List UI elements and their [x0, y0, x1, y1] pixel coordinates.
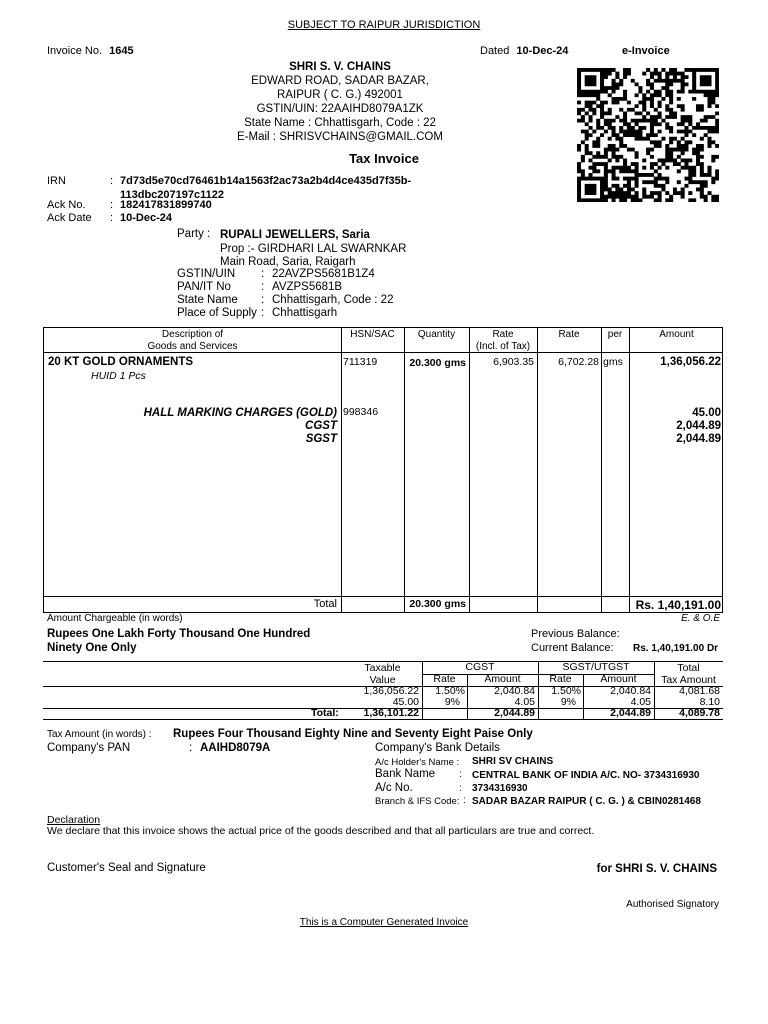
party-gstin-value: 22AVZPS5681B1Z4 [272, 268, 375, 280]
bank-branch-value: SADAR BAZAR RAIPUR ( C. G. ) & CBIN0281468 [472, 796, 701, 807]
party-pos-colon: : [261, 307, 265, 319]
party-pos-value: Chhattisgarh [272, 307, 338, 319]
party-pan-colon: : [261, 281, 265, 293]
tax-row1-sgst-rate: 1.50% [551, 685, 581, 697]
ack-no-label: Ack No. [47, 199, 86, 211]
bank-branch-colon: : [463, 795, 466, 806]
bank-name-label: Bank Name [375, 768, 436, 780]
sgst-label: SGST [305, 433, 337, 445]
eoe-note: E. & O.E [681, 613, 720, 624]
header-rate: Rate [558, 329, 580, 340]
bank-details-title: Company's Bank Details [375, 742, 500, 754]
irn-value [120, 175, 411, 202]
tax-row2-cgst-amount: 4.05 [514, 696, 535, 708]
total-quantity: 20.300 gms [409, 598, 466, 610]
computer-generated-note: This is a Computer Generated Invoice [299, 917, 469, 928]
party-state-value: Chhattisgarh, Code : 22 [272, 294, 394, 306]
customer-seal-label: Customer's Seal and Signature [47, 862, 206, 874]
tax-summary-table [43, 661, 723, 720]
irn-line2: 113dbc207197c1122 [120, 188, 224, 201]
item2-hsn: 998346 [343, 406, 379, 418]
cgst-amount: 2,044.89 [676, 420, 721, 432]
qr-code-icon [577, 68, 719, 202]
jurisdiction-note: SUBJECT TO RAIPUR JURISDICTION [287, 19, 481, 31]
tax-row1-cgst-rate: 1.50% [435, 685, 465, 697]
ack-date-value: 10-Dec-24 [120, 212, 172, 224]
tax-words-label: Tax Amount (in words) : [47, 729, 152, 740]
tax-header-cgst: CGST [465, 661, 495, 673]
invoice-date-value: 10-Dec-24 [516, 45, 569, 57]
party-pan-value: AVZPS5681B [272, 281, 343, 293]
item1-description: 20 KT GOLD ORNAMENTS [48, 356, 194, 368]
bank-branch-label: Branch & IFS Code: [375, 796, 460, 807]
for-company-label: for SHRI S. V. CHAINS [596, 863, 717, 875]
total-label: Total [313, 598, 337, 610]
declaration-text: We declare that this invoice shows the actual price of the goods described and that all particulars are true and correct. [47, 825, 595, 837]
ack-no-colon: : [110, 199, 114, 211]
item1-rate-incl: 6,903.35 [493, 356, 534, 368]
declaration-title: Declaration [47, 814, 101, 826]
tax-total-sgst: 2,044.89 [610, 707, 651, 719]
party-pos-label: Place of Supply [177, 307, 257, 319]
ack-no-value: 182417831899740 [120, 199, 212, 211]
cgst-label: CGST [305, 420, 337, 432]
header-quantity: Quantity [417, 329, 456, 340]
amount-words-line1: Rupees One Lakh Forty Thousand One Hundred [47, 628, 311, 640]
irn-line1: 7d73d5e70cd76461b14a1563f2ac73a2b4d4ce435d7f35b- [120, 175, 412, 187]
tax-row2-sgst-amount: 4.05 [630, 696, 651, 708]
previous-balance-label: Previous Balance: [531, 628, 620, 640]
bank-holder-label: A/c Holder's Name : [375, 757, 460, 768]
item1-quantity: 20.300 gms [409, 357, 466, 369]
amount-words-line2: Ninety One Only [47, 642, 137, 654]
company-address-line1: EDWARD ROAD, SADAR BAZAR, [251, 75, 429, 87]
current-balance-value: Rs. 1,40,191.00 Dr [633, 643, 719, 654]
amount-words-label: Amount Chargeable (in words) [47, 613, 183, 624]
company-name: SHRI S. V. CHAINS [289, 61, 391, 73]
tax-row2-sgst-rate: 9% [560, 696, 576, 708]
party-name: RUPALI JEWELLERS, Saria [220, 229, 370, 241]
company-pan-label: Company's PAN [47, 742, 131, 754]
tax-header-total: Total Tax Amount [661, 662, 716, 686]
qr-modules [577, 68, 719, 202]
party-label: Party : [177, 228, 211, 240]
item1-rate: 6,702.28 [558, 356, 599, 368]
tax-row2-value: 45.00 [392, 696, 419, 708]
ack-date-label: Ack Date [47, 212, 92, 224]
bank-holder-value: SHRI SV CHAINS [472, 756, 554, 767]
tax-total-label: Total: [311, 707, 339, 719]
invoice-number-label: Invoice No. [47, 45, 103, 57]
tax-total-amount: 4,089.78 [679, 707, 720, 719]
document-title: Tax Invoice [349, 151, 419, 166]
party-address: Main Road, Saria, Raigarh [220, 256, 356, 268]
current-balance-label: Current Balance: [531, 642, 614, 654]
header-description: Description of Goods and Services [147, 329, 238, 352]
e-invoice-label: e-Invoice [622, 45, 670, 57]
tax-header-cgst-rate: Rate [433, 673, 456, 685]
item2-amount: 45.00 [692, 407, 721, 419]
tax-header-cgst-amount: Amount [484, 673, 521, 685]
bank-name-value: CENTRAL BANK OF INDIA A/C. NO- 3734316930 [472, 770, 700, 781]
tax-row2-cgst-rate: 9% [444, 696, 460, 708]
header-amount: Amount [659, 329, 694, 340]
total-amount: Rs. 1,40,191.00 [635, 598, 721, 612]
party-prop: Prop :- GIRDHARI LAL SWARNKAR [220, 243, 407, 255]
tax-total-value: 1,36,101.22 [363, 707, 419, 719]
tax-words-text: Rupees Four Thousand Eighty Nine and Seventy Eight Paise Only [173, 728, 533, 740]
tax-row1-value: 1,36,056.22 [363, 685, 419, 697]
tax-header-taxable: Taxable Value [364, 662, 401, 686]
party-state-label: State Name [177, 294, 238, 306]
irn-colon: : [110, 175, 114, 187]
bank-acno-colon: : [459, 783, 462, 794]
tax-header-sgst-amount: Amount [600, 673, 637, 685]
invoice-date [480, 45, 568, 57]
item1-hsn: 711319 [343, 356, 378, 368]
tax-row2-total: 8.10 [699, 696, 720, 708]
company-pan-value: AAIHD8079A [200, 742, 271, 754]
header-per: per [607, 329, 623, 340]
ack-date-colon: : [110, 212, 114, 224]
tax-total-cgst: 2,044.89 [494, 707, 535, 719]
party-pan-label: PAN/IT No [177, 281, 231, 293]
tax-row1-sgst-amount: 2,040.84 [610, 685, 651, 697]
party-gstin-label: GSTIN/UIN [177, 268, 236, 280]
sgst-amount: 2,044.89 [676, 433, 721, 445]
company-state: State Name : Chhattisgarh, Code : 22 [244, 117, 436, 129]
bank-name-colon: : [459, 769, 462, 780]
company-email: E-Mail : SHRISVCHAINS@GMAIL.COM [237, 131, 443, 143]
tax-row1-cgst-amount: 2,040.84 [494, 685, 535, 697]
company-pan-colon: : [189, 742, 193, 754]
invoice-date-label: Dated [480, 45, 510, 57]
company-address-line2: RAIPUR ( C. G.) 492001 [277, 89, 403, 101]
header-hsn: HSN/SAC [350, 329, 395, 340]
item1-huid: HUID 1 Pcs [91, 370, 146, 382]
invoice-number-value: 1645 [109, 45, 134, 57]
tax-row1-total: 4,081.68 [679, 685, 720, 697]
header-rate-incl: Rate (Incl. of Tax) [475, 329, 531, 352]
tax-header-sgst-rate: Rate [549, 673, 572, 685]
item1-amount: 1,36,056.22 [660, 356, 721, 368]
invoice-number [47, 45, 134, 57]
authorised-signatory: Authorised Signatory [626, 899, 719, 910]
irn-label: IRN [47, 175, 66, 187]
company-gstin: GSTIN/UIN: 22AAIHD8079A1ZK [256, 103, 424, 115]
company-block [150, 60, 530, 144]
tax-header-sgst: SGST/UTGST [562, 661, 630, 673]
bank-acno-label: A/c No. [375, 782, 413, 794]
party-gstin-colon: : [261, 268, 265, 280]
item1-per: gms [603, 356, 623, 368]
party-state-colon: : [261, 294, 265, 306]
item2-description: HALL MARKING CHARGES (GOLD) [143, 407, 337, 419]
bank-acno-value: 3734316930 [472, 783, 528, 794]
items-table [43, 327, 723, 613]
